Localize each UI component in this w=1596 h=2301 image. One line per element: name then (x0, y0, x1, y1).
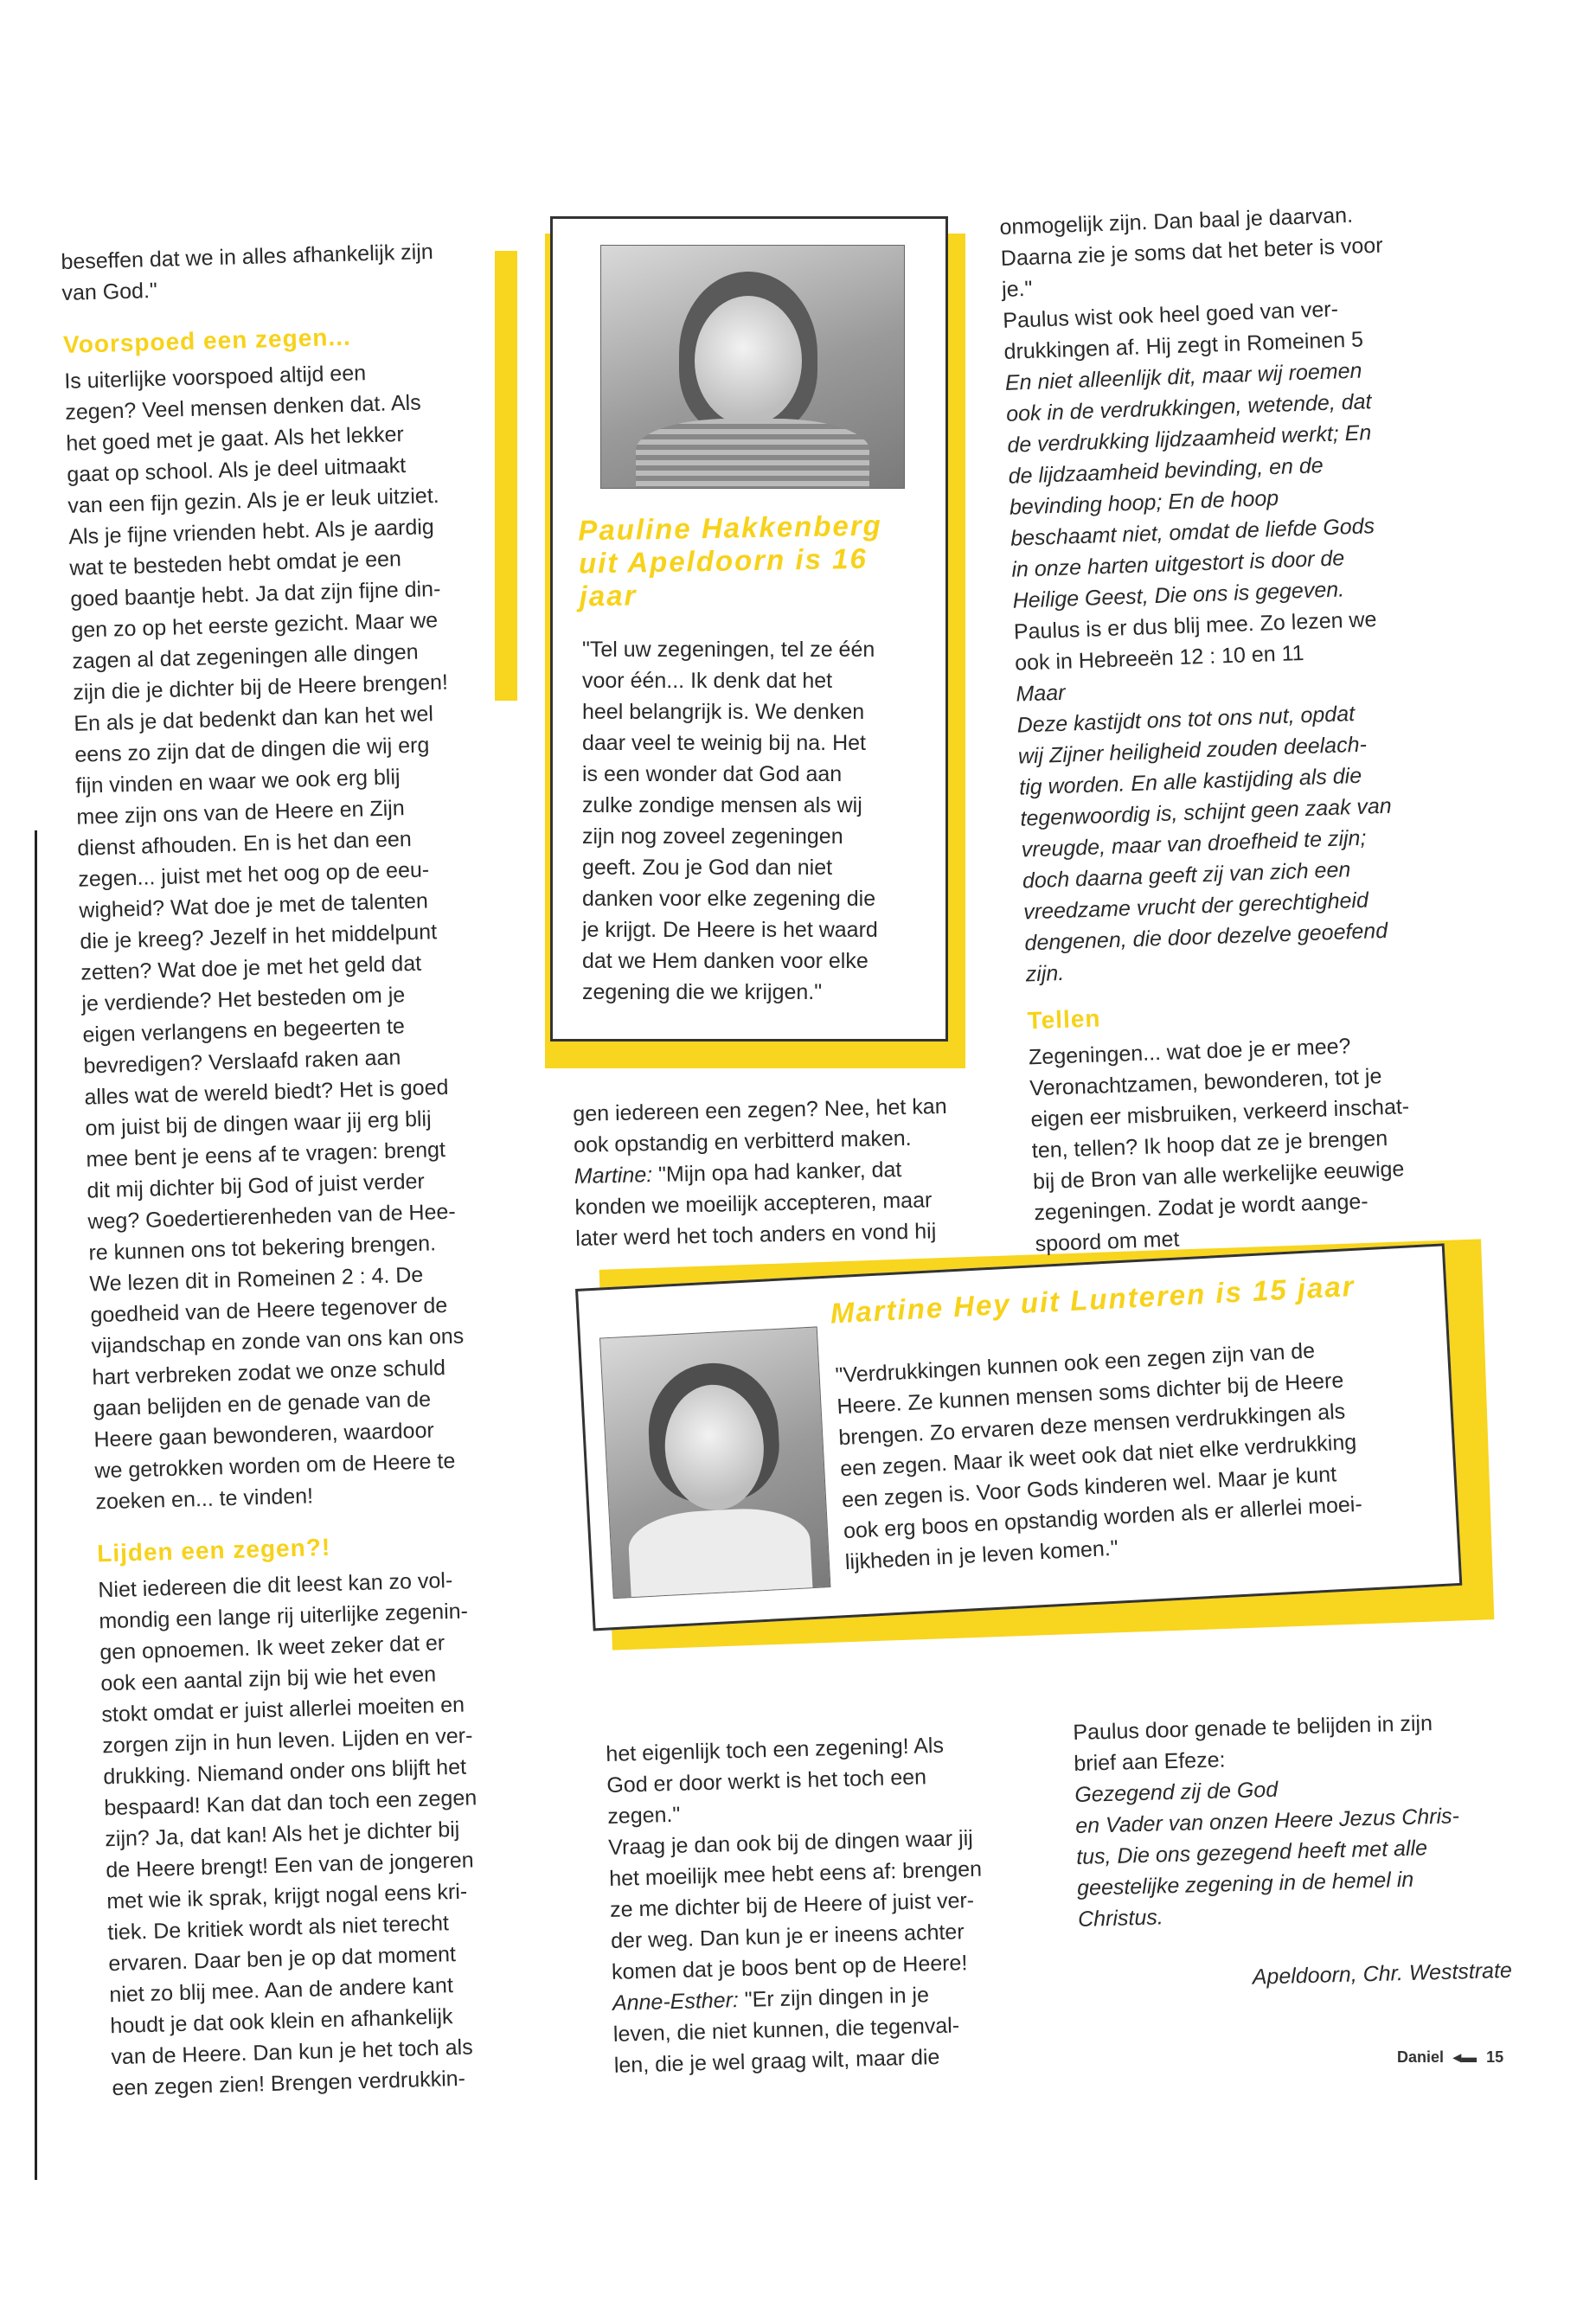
col3a-quote-hebreeen: Maar Deze kastijdt ons tot ons nut, opdat wij Zijner heiligheid zouden deelach- tig worden. En alle kastijding als die tegenwoordig is, schijnt geen zaak van vreugde, maar van droefheid te zijn; doch daarna geeft zij van zich een vreedzame vrucht der gerechtigheid dengenen, die door dezelve geoefend zijn. (1015, 680, 1393, 987)
page-footer (1397, 2048, 1503, 2067)
column-3a (999, 195, 1520, 1259)
speaker-martine: Martine: (574, 1163, 653, 1189)
column-3b (1073, 1705, 1529, 1997)
col3a-paragraph-2: Paulus is er dus blij mee. Zo lezen we ook in Hebreeën 12 : 10 en 11 (1013, 607, 1377, 676)
photo-pauline (600, 245, 905, 489)
col3a-paragraph-1: onmogelijk zijn. Dan baal je daarvan. Daarna zie je soms dat het beter is voor je." Paulus wist ook heel goed van ver- drukkingen af. Hij zegt in Romeinen 5 (999, 202, 1383, 364)
profile-box-pauline (550, 216, 948, 1042)
caption-pauline: Pauline Hakkenberg uit Apeldoorn is 16 jaar (578, 509, 883, 612)
page-number: 15 (1486, 2048, 1504, 2066)
col3b-paragraph-1: Paulus door genade te belijden in zijn brief aan Efeze: (1073, 1711, 1433, 1776)
profile-box-martine (575, 1243, 1462, 1631)
col2a-paragraph-2: "Mijn opa had kanker, dat konden we moeilijk accepteren, maar later werd het toch anders en vond hij (574, 1157, 937, 1251)
col2b-paragraph-1: het eigenlijk toch een zegening! Als God er door werkt is het toch een zegen." Vraag je dan ook bij de dingen waar jij het moeilijk mee hebt eens af: brengen ze me dichter bij de Heere of juist ver- der weg. Dan kun je er ineens achter komen dat je boos bent op de Heere! (606, 1733, 983, 1984)
heading-voorspoed: Voorspoed een zegen... (62, 323, 352, 358)
photo-martine (599, 1326, 830, 1599)
col2b-paragraph-2: "Er zijn dingen in je leven, die niet kunnen, die tegenval- len, die je wel graag wilt, maar die (612, 1983, 960, 2078)
quote-pauline: "Tel uw zegeningen, tel ze één voor één... Ik denk dat het heel belangrijk is. We denken daar veel te weinig bij na. Het is een wonder dat God aan zulke zondige mensen als wij zijn nog zoveel zegeningen geeft. Zou je God dan niet danken voor elke zegening die je krijgt. De Heere is het waard dat we Hem danken voor elke zegening die we krijgen." (582, 638, 878, 1004)
caption-martine: Martine Hey uit Lunteren is 15 jaar (829, 1269, 1356, 1330)
col3a-paragraph-3: Zegeningen... wat doe je er mee? Veronachtzamen, bewonderen, tot je eigen eer misbruiken, verkeerd inschat- ten, tellen? Ik hoop dat ze je brengen bij de Bron van alle werkelijke eeuwige zegeningen. Zodat je wordt aange- spoord om met (1028, 1034, 1410, 1257)
column-1 (61, 234, 571, 2104)
col1-paragraph-1: Is uiterlijke voorspoed altijd een zegen? Veel mensen denken dat. Als het goed met je gaat. Als het lekker gaat op school. Als je deel uitmaakt van een fijn gezin. Als je er leuk uitziet. Als je fijne vrienden hebt. Als je aardig wat te besteden hebt omdat je een goed baantje hebt. Ja dat zijn fijne din- gen zo op het eerste gezicht. Maar we zagen al dat zegeningen alle dingen zijn die je dichter bij de Heere brengen! En als je dat bedenkt dan kan het wel eens zo zijn dat de dingen die wij erg fijn vinden en waar we ook erg blij mee zijn ons van de Heere en Zijn dienst afhouden. En is het dan een zegen... juist met het oog op de eeu- wigheid? Wat doe je met de talenten die je kreeg? Jezelf in het middelpunt zetten? Wat doe je met het geld dat je verdiende? Het besteden om je eigen verlangens en begeerten te bevredigen? Verslaafd raken aan alles wat de wereld biedt? Het is goed om juist bij de dingen waar jij erg blij mee bent je eens af te vragen: brengt dit mij dichter bij God of juist verder weg? Goedertierenheden van de Hee- re kunnen ons tot bekering brengen. We lezen dit in Romeinen 2 : 4. De goedheid van de Heere tegenover de vijandschap en zonde van ons kan ons hart verbreken zodat we onze schuld gaan belijden en de genade van de Heere gaan bewonderen, waardoor we getrokken worden om de Heere te zoeken en... te vinden! (63, 361, 465, 1515)
column-2b (606, 1727, 1047, 2081)
col1-intro: beseffen dat we in alles afhankelijk zijn van God." (61, 239, 434, 305)
col1-paragraph-2: Niet iedereen die dit leest kan zo vol- mondig een lange rij uiterlijke zegenin- gen opnoemen. Ik weet zeker dat er ook een aantal zijn bij wie het even stokt omdat er juist allerlei moeiten en zorgen zijn in hun leven. Lijden en ver- drukking. Niemand onder ons blijft het bespaard! Kan dat dan toch een zegen zijn? Ja, dat kan! Als het je dichter bij de Heere brengt! Een van de jongeren met wie ik sprak, krijgt nogal eens kri- tiek. De kritiek wordt als niet terecht ervaren. Daar ben je op dat moment niet zo blij mee. Aan de andere kant houdt je dat ook klein en afhankelijk van de Heere. Dan kun je het toch als een zegen zien! Brengen verdrukkin- (97, 1567, 478, 2101)
signature: Apeldoorn, Chr. Weststrate (1252, 1958, 1513, 1990)
speaker-anne-esther: Anne-Esther: (612, 1988, 740, 2016)
col3a-quote-romeinen: En niet alleenlijk dit, maar wij roemen ook in de verdrukkingen, wetende, dat de verdrukking lijdzaamheid werkt; En de lijdzaamheid bevinding, en de bevinding hoop; En de hoop beschaamt niet, omdat de liefde Gods in onze harten uitgestort is door de Heilige Geest, Die ons is gegeven. (1004, 358, 1375, 613)
column-2a (573, 1090, 1009, 1254)
quote-martine: "Verdrukkingen kunnen ook een zegen zijn van de Heere. Ze kunnen mensen soms dichter bij de Heere brengen. Zo ervaren deze mensen verdrukkingen als een zegen. Maar ik weet ook dat niet elke verdrukking een zegen is. Voor Gods kinderen wel. Maar je kunt ook erg boos en opstandig worden als er allerlei moei- lijkheden in je leven komen." (834, 1338, 1363, 1575)
heading-tellen: Tellen (1027, 1004, 1101, 1035)
col2a-paragraph-1: gen iedereen een zegen? Nee, het kan ook opstandig en verbitterd maken. (573, 1093, 947, 1157)
heading-lijden: Lijden een zegen?! (96, 1533, 331, 1567)
arrow-icon: ◂▬ (1453, 2048, 1477, 2066)
magazine-name: Daniel (1397, 2048, 1445, 2066)
col3b-quote-efeze: Gezegend zij de God en Vader van onzen Heere Jezus Chris- tus, Die ons gezegend heeft met alle geestelijke zegening in de hemel in Christus. (1074, 1777, 1460, 1932)
left-vertical-rule (35, 830, 37, 2180)
